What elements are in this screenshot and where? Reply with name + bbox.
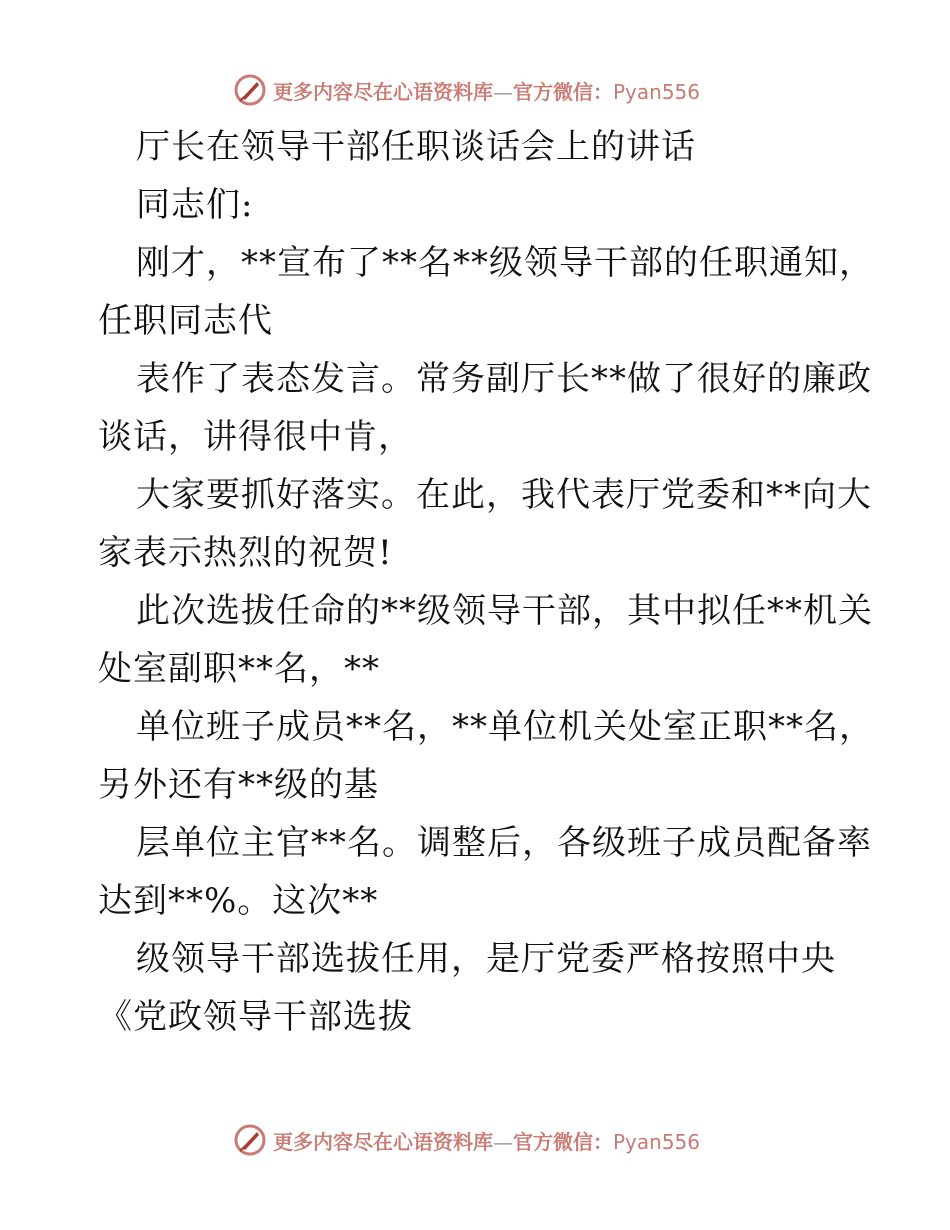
text-line: 任职同志代 [98, 301, 273, 341]
document-body [98, 118, 874, 1046]
document-title: 厅长在领导干部任职谈话会上的讲话 [136, 127, 696, 167]
text-line: 《党政领导干部选拔 [98, 997, 413, 1037]
watermark-account: Pyan556 [613, 79, 701, 104]
salutation: 同志们: [136, 185, 254, 225]
text-line: 处室副职**名，** [98, 649, 380, 689]
watermark-dash: — [493, 1129, 513, 1154]
text-line: 表作了表态发言。常务副厅长**做了很好的廉政 [136, 359, 872, 399]
watermark-account: Pyan556 [613, 1129, 701, 1154]
quill-logo-icon [233, 1123, 267, 1157]
watermark-label: 官方微信： [513, 79, 613, 104]
watermark-dash: — [493, 79, 513, 104]
text-line: 家表示热烈的祝贺! [98, 533, 393, 573]
text-line: 刚才，**宣布了**名**级领导干部的任职通知， [136, 243, 874, 283]
quill-logo-icon [233, 73, 267, 107]
watermark-main-text: 更多内容尽在心语资料库 [273, 1129, 493, 1154]
footer-watermark [233, 1120, 700, 1160]
watermark-main-text: 更多内容尽在心语资料库 [273, 79, 493, 104]
header-watermark [233, 70, 700, 110]
text-line: 谈话，讲得很中肯， [98, 417, 413, 457]
text-line: 另外还有**级的基 [98, 765, 379, 805]
text-line: 单位班子成员**名，**单位机关处室正职**名， [136, 707, 874, 747]
text-line: 达到**%。这次** [98, 881, 379, 921]
watermark-label: 官方微信： [513, 1129, 613, 1154]
text-line: 大家要抓好落实。在此，我代表厅党委和**向大 [136, 475, 872, 515]
text-line: 级领导干部选拔任用，是厅党委严格按照中央 [136, 939, 836, 979]
text-line: 此次选拔任命的**级领导干部，其中拟任**机关 [136, 591, 873, 631]
text-line: 层单位主官**名。调整后，各级班子成员配备率 [136, 823, 872, 863]
